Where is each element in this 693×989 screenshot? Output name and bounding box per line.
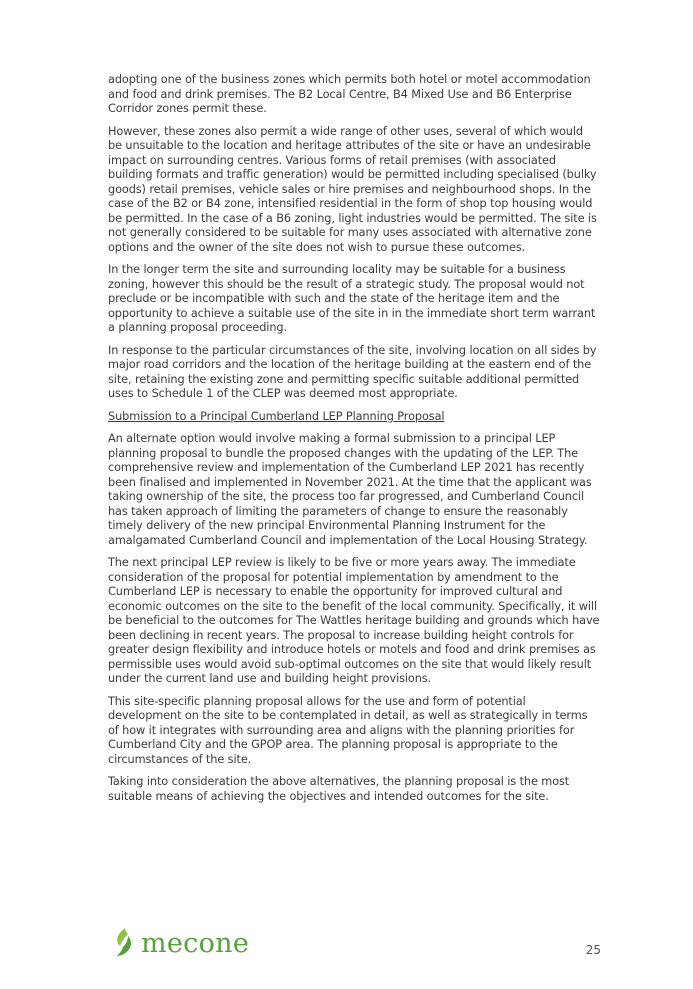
- paragraph: Taking into consideration the above alternatives, the planning proposal is the most suitable means of achieving the objectives and intended outcomes for the site.: [108, 775, 570, 803]
- paragraph: However, these zones also permit a wide range of other uses, several of which would be unsuitable to the location and heritage attributes of the site or have an undesirable impact on surrounding centres. Various forms of retail premises (with associated building formats and traffic generation) would be permitted including specialised (bulky goods) retail premises, vehicle sales or hire premises and neighbourhood shops. In the case of the B2 or B4 zone, intensified residential in the form of shop top housing would be permitted. In the case of a B6 zoning, light industries would be permitted. The site is not generally considered to be suitable for many uses associated with alternative zone options and the owner of the site does not wish to pursue these outcomes.: [108, 124, 597, 254]
- page-number: 25: [585, 943, 601, 957]
- paragraph: In response to the particular circumstances of the site, involving location on all sides by major road corridors and the location of the heritage building at the eastern end of the site, retaining the existing zone and permitting specific suitable additional permitted uses to Schedule 1 of the CLEP was deemed most appropriate.: [108, 343, 597, 400]
- paragraph: An alternate option would involve making a formal submission to a principal LEP planning proposal to bundle the proposed changes with the updating of the LEP. The comprehensive review and implementation of the Cumberland LEP 2021 has recently been finalised and implemented in November 2021. At the time that the applicant was taking ownership of the site, the process too far progressed, and Cumberland Council has taken approach of limiting the parameters of change to ensure the reasonably timely delivery of the new principal Environmental Planning Instrument for the amalgamated Cumberland Council and implementation of the Local Housing Strategy.: [108, 432, 592, 547]
- paragraph: The next principal LEP review is likely to be five or more years away. The immediate consideration of the proposal for potential implementation by amendment to the Cumberland LEP is necessary to enable the opportunity for improved cultural and economic outcomes on the site to the benefit of the local community. Specifically, it will be beneficial to the outcomes for The Wattles heritage building and grounds which have been declining in recent years. The proposal to increase building height controls for greater design flexibility and introduce hotels or motels and food and drink premises as permissible uses would avoid sub-optimal outcomes on the site that would likely result under the current land use and building height provisions.: [108, 556, 600, 685]
- mecone-logo: [113, 927, 249, 961]
- paragraph: adopting one of the business zones which permits both hotel or motel accommodation and food and drink premises. The B2 Local Centre, B4 Mixed Use and B6 Enterprise Corridor zones permit these.: [108, 73, 591, 115]
- paragraph: In the longer term the site and surrounding locality may be suitable for a business zoning, however this should be the result of a strategic study. The proposal would not preclude or be incompatible with such and the state of the heritage item and the opportunity to achieve a suitable use of the site in in the immediate short term warrant a planning proposal proceeding.: [108, 263, 596, 334]
- section-heading: Submission to a Principal Cumberland LEP Planning Proposal: [108, 409, 445, 423]
- document-body: [108, 73, 600, 812]
- leaf-icon: [113, 927, 135, 961]
- logo-wordmark: mecone: [141, 928, 250, 959]
- paragraph: This site-specific planning proposal allows for the use and form of potential development on the site to be contemplated in detail, as well as strategically in terms of how it integrates with surrounding area and aligns with the planning priorities for Cumberland City and the GPOP area. The planning proposal is appropriate to the circumstances of the site.: [108, 694, 588, 766]
